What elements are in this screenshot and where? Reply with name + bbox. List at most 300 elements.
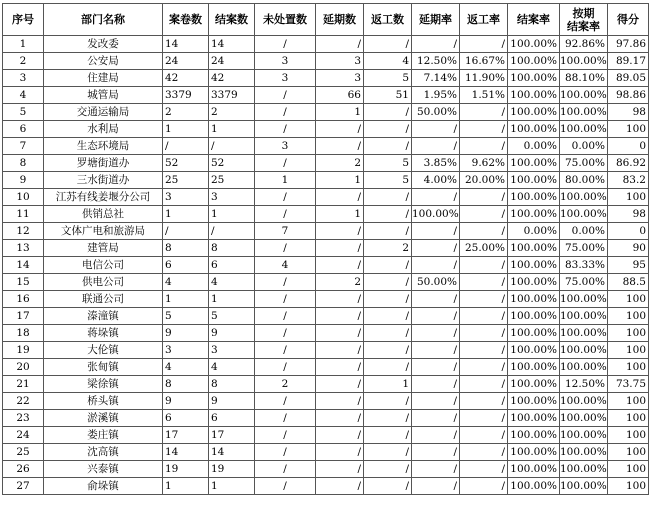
unhandled-cell: / <box>255 189 316 206</box>
department-cell: 罗塘街道办 <box>44 155 163 172</box>
rework-cell: / <box>364 478 412 495</box>
delayed-cell: / <box>316 240 364 257</box>
close-rate-cell: 100.00% <box>508 36 560 53</box>
cases-cell: 1 <box>163 121 209 138</box>
rework-cell: / <box>364 427 412 444</box>
table-row <box>3 189 649 206</box>
delay-rate-cell: / <box>412 308 460 325</box>
close-rate-cell: 100.00% <box>508 257 560 274</box>
rework-cell: 4 <box>364 53 412 70</box>
rework-cell: / <box>364 206 412 223</box>
score-cell: 88.5 <box>608 274 649 291</box>
delay-rate-cell: / <box>412 444 460 461</box>
rework-cell: / <box>364 359 412 376</box>
header-row <box>3 4 649 36</box>
col-rework-header: 返工数 <box>364 4 412 36</box>
index-cell: 5 <box>3 104 44 121</box>
table-row <box>3 172 649 189</box>
rework-rate-cell: / <box>460 359 508 376</box>
ontime-rate-cell: 100.00% <box>560 87 608 104</box>
ontime-rate-cell: 100.00% <box>560 393 608 410</box>
rework-rate-cell: / <box>460 138 508 155</box>
score-cell: 100 <box>608 461 649 478</box>
rework-rate-cell: / <box>460 36 508 53</box>
rework-cell: 2 <box>364 240 412 257</box>
ontime-rate-cell: 100.00% <box>560 53 608 70</box>
table-row <box>3 478 649 495</box>
ontime-rate-cell: 75.00% <box>560 155 608 172</box>
index-cell: 9 <box>3 172 44 189</box>
closed-cell: 9 <box>209 393 255 410</box>
ontime-rate-cell: 75.00% <box>560 274 608 291</box>
close-rate-cell: 100.00% <box>508 444 560 461</box>
col-ontime-rate-header: 按期 结案率 <box>560 4 608 36</box>
index-cell: 12 <box>3 223 44 240</box>
closed-cell: / <box>209 138 255 155</box>
index-cell: 22 <box>3 393 44 410</box>
index-cell: 11 <box>3 206 44 223</box>
closed-cell: 1 <box>209 206 255 223</box>
delay-rate-cell: 4.00% <box>412 172 460 189</box>
ontime-rate-cell: 100.00% <box>560 359 608 376</box>
cases-cell: 14 <box>163 444 209 461</box>
closed-cell: 14 <box>209 36 255 53</box>
cases-cell: 9 <box>163 393 209 410</box>
table-row <box>3 36 649 53</box>
delay-rate-cell: / <box>412 461 460 478</box>
rework-rate-cell: / <box>460 257 508 274</box>
cases-cell: 8 <box>163 240 209 257</box>
close-rate-cell: 100.00% <box>508 104 560 121</box>
index-cell: 4 <box>3 87 44 104</box>
rework-cell: / <box>364 36 412 53</box>
index-cell: 27 <box>3 478 44 495</box>
table-row <box>3 342 649 359</box>
ontime-rate-cell: 83.33% <box>560 257 608 274</box>
rework-rate-cell: / <box>460 325 508 342</box>
close-rate-cell: 100.00% <box>508 240 560 257</box>
score-cell: 100 <box>608 444 649 461</box>
delay-rate-cell: / <box>412 393 460 410</box>
rework-cell: / <box>364 410 412 427</box>
cases-cell: 1 <box>163 206 209 223</box>
table-row <box>3 104 649 121</box>
close-rate-cell: 100.00% <box>508 359 560 376</box>
department-cell: 大伦镇 <box>44 342 163 359</box>
close-rate-cell: 100.00% <box>508 393 560 410</box>
unhandled-cell: 3 <box>255 53 316 70</box>
delay-rate-cell: / <box>412 359 460 376</box>
rework-rate-cell: / <box>460 189 508 206</box>
cases-cell: 8 <box>163 376 209 393</box>
closed-cell: 8 <box>209 240 255 257</box>
unhandled-cell: 7 <box>255 223 316 240</box>
index-cell: 21 <box>3 376 44 393</box>
rework-rate-cell: 16.67% <box>460 53 508 70</box>
delay-rate-cell: / <box>412 427 460 444</box>
delay-rate-cell: / <box>412 138 460 155</box>
rework-rate-cell: 25.00% <box>460 240 508 257</box>
ontime-rate-cell: 100.00% <box>560 189 608 206</box>
delay-rate-cell: / <box>412 36 460 53</box>
delay-rate-cell: / <box>412 291 460 308</box>
unhandled-cell: / <box>255 325 316 342</box>
closed-cell: 42 <box>209 70 255 87</box>
closed-cell: 8 <box>209 376 255 393</box>
score-table <box>2 3 649 495</box>
department-cell: 生态环境局 <box>44 138 163 155</box>
rework-rate-cell: 11.90% <box>460 70 508 87</box>
score-cell: 100 <box>608 189 649 206</box>
cases-cell: 3379 <box>163 87 209 104</box>
table-row <box>3 223 649 240</box>
rework-cell: / <box>364 121 412 138</box>
col-delay-rate-header: 延期率 <box>412 4 460 36</box>
department-cell: 供电公司 <box>44 274 163 291</box>
delay-rate-cell: 12.50% <box>412 53 460 70</box>
score-cell: 100 <box>608 308 649 325</box>
index-cell: 25 <box>3 444 44 461</box>
table-row <box>3 274 649 291</box>
score-cell: 95 <box>608 257 649 274</box>
unhandled-cell: 3 <box>255 138 316 155</box>
rework-rate-cell: / <box>460 393 508 410</box>
closed-cell: 4 <box>209 274 255 291</box>
col-index-header: 序号 <box>3 4 44 36</box>
rework-cell: / <box>364 308 412 325</box>
rework-rate-cell: / <box>460 121 508 138</box>
delay-rate-cell: / <box>412 376 460 393</box>
close-rate-cell: 100.00% <box>508 189 560 206</box>
delayed-cell: / <box>316 393 364 410</box>
closed-cell: 1 <box>209 121 255 138</box>
delayed-cell: 2 <box>316 155 364 172</box>
index-cell: 24 <box>3 427 44 444</box>
unhandled-cell: / <box>255 359 316 376</box>
delayed-cell: 1 <box>316 104 364 121</box>
cases-cell: 3 <box>163 342 209 359</box>
score-cell: 100 <box>608 359 649 376</box>
rework-rate-cell: / <box>460 376 508 393</box>
rework-rate-cell: / <box>460 223 508 240</box>
department-cell: 沈高镇 <box>44 444 163 461</box>
department-cell: 溱潼镇 <box>44 308 163 325</box>
delay-rate-cell: / <box>412 478 460 495</box>
col-closed-header: 结案数 <box>209 4 255 36</box>
cases-cell: 2 <box>163 104 209 121</box>
table-row <box>3 444 649 461</box>
delayed-cell: / <box>316 138 364 155</box>
col-cases-header: 案卷数 <box>163 4 209 36</box>
delayed-cell: / <box>316 478 364 495</box>
table-row <box>3 121 649 138</box>
score-cell: 98 <box>608 206 649 223</box>
rework-cell: / <box>364 257 412 274</box>
unhandled-cell: / <box>255 393 316 410</box>
unhandled-cell: / <box>255 478 316 495</box>
closed-cell: 24 <box>209 53 255 70</box>
close-rate-cell: 100.00% <box>508 461 560 478</box>
delay-rate-cell: / <box>412 223 460 240</box>
rework-rate-cell: / <box>460 206 508 223</box>
closed-cell: 9 <box>209 325 255 342</box>
rework-cell: 5 <box>364 155 412 172</box>
unhandled-cell: / <box>255 461 316 478</box>
cases-cell: 6 <box>163 410 209 427</box>
ontime-rate-cell: 100.00% <box>560 104 608 121</box>
table-row <box>3 393 649 410</box>
score-cell: 100 <box>608 478 649 495</box>
delay-rate-cell: 50.00% <box>412 104 460 121</box>
department-cell: 交通运输局 <box>44 104 163 121</box>
score-cell: 100 <box>608 427 649 444</box>
ontime-rate-cell: 88.10% <box>560 70 608 87</box>
delay-rate-cell: / <box>412 240 460 257</box>
score-cell: 89.05 <box>608 70 649 87</box>
score-cell: 0 <box>608 138 649 155</box>
delayed-cell: / <box>316 359 364 376</box>
rework-cell: 5 <box>364 172 412 189</box>
rework-cell: 1 <box>364 376 412 393</box>
close-rate-cell: 100.00% <box>508 376 560 393</box>
score-cell: 100 <box>608 291 649 308</box>
closed-cell: 6 <box>209 257 255 274</box>
table-row <box>3 87 649 104</box>
rework-cell: / <box>364 444 412 461</box>
table-row <box>3 376 649 393</box>
cases-cell: 4 <box>163 359 209 376</box>
department-cell: 梁徐镇 <box>44 376 163 393</box>
department-cell: 城管局 <box>44 87 163 104</box>
score-cell: 100 <box>608 410 649 427</box>
cases-cell: 42 <box>163 70 209 87</box>
table-row <box>3 70 649 87</box>
cases-cell: 1 <box>163 478 209 495</box>
delayed-cell: / <box>316 308 364 325</box>
score-cell: 100 <box>608 342 649 359</box>
rework-rate-cell: / <box>460 444 508 461</box>
ontime-rate-cell: 0.00% <box>560 138 608 155</box>
rework-rate-cell: 9.62% <box>460 155 508 172</box>
rework-cell: / <box>364 223 412 240</box>
ontime-rate-cell: 100.00% <box>560 291 608 308</box>
department-cell: 俞垛镇 <box>44 478 163 495</box>
table-row <box>3 427 649 444</box>
closed-cell: 14 <box>209 444 255 461</box>
rework-cell: 5 <box>364 70 412 87</box>
ontime-rate-cell: 100.00% <box>560 461 608 478</box>
index-cell: 13 <box>3 240 44 257</box>
department-cell: 张甸镇 <box>44 359 163 376</box>
unhandled-cell: / <box>255 410 316 427</box>
index-cell: 23 <box>3 410 44 427</box>
department-cell: 娄庄镇 <box>44 427 163 444</box>
index-cell: 18 <box>3 325 44 342</box>
cases-cell: 19 <box>163 461 209 478</box>
table-row <box>3 206 649 223</box>
index-cell: 14 <box>3 257 44 274</box>
index-cell: 6 <box>3 121 44 138</box>
unhandled-cell: / <box>255 240 316 257</box>
close-rate-cell: 0.00% <box>508 138 560 155</box>
score-cell: 90 <box>608 240 649 257</box>
table-row <box>3 291 649 308</box>
ontime-rate-cell: 100.00% <box>560 121 608 138</box>
table-row <box>3 410 649 427</box>
unhandled-cell: / <box>255 342 316 359</box>
cases-cell: 25 <box>163 172 209 189</box>
index-cell: 7 <box>3 138 44 155</box>
rework-rate-cell: / <box>460 308 508 325</box>
close-rate-cell: 100.00% <box>508 291 560 308</box>
delayed-cell: / <box>316 223 364 240</box>
unhandled-cell: / <box>255 427 316 444</box>
closed-cell: 1 <box>209 478 255 495</box>
delayed-cell: 3 <box>316 70 364 87</box>
rework-rate-cell: / <box>460 104 508 121</box>
index-cell: 19 <box>3 342 44 359</box>
rework-rate-cell: / <box>460 274 508 291</box>
ontime-rate-cell: 12.50% <box>560 376 608 393</box>
delay-rate-cell: 50.00% <box>412 274 460 291</box>
cases-cell: 3 <box>163 189 209 206</box>
table-body <box>3 36 649 495</box>
unhandled-cell: / <box>255 444 316 461</box>
col-score-header: 得分 <box>608 4 649 36</box>
score-cell: 97.86 <box>608 36 649 53</box>
ontime-rate-cell: 80.00% <box>560 172 608 189</box>
index-cell: 16 <box>3 291 44 308</box>
col-department-header: 部门名称 <box>44 4 163 36</box>
rework-cell: 51 <box>364 87 412 104</box>
delayed-cell: / <box>316 461 364 478</box>
delayed-cell: 3 <box>316 53 364 70</box>
closed-cell: 4 <box>209 359 255 376</box>
closed-cell: 3 <box>209 189 255 206</box>
closed-cell: 2 <box>209 104 255 121</box>
delay-rate-cell: / <box>412 121 460 138</box>
rework-cell: / <box>364 189 412 206</box>
ontime-rate-cell: 100.00% <box>560 478 608 495</box>
cases-cell: 5 <box>163 308 209 325</box>
col-rework-rate-header: 返工率 <box>460 4 508 36</box>
ontime-rate-cell: 100.00% <box>560 410 608 427</box>
delay-rate-cell: / <box>412 410 460 427</box>
unhandled-cell: 2 <box>255 376 316 393</box>
rework-rate-cell: / <box>460 478 508 495</box>
unhandled-cell: 3 <box>255 70 316 87</box>
index-cell: 3 <box>3 70 44 87</box>
table-row <box>3 359 649 376</box>
cases-cell: 14 <box>163 36 209 53</box>
closed-cell: 17 <box>209 427 255 444</box>
rework-cell: / <box>364 393 412 410</box>
department-cell: 江苏有线姜堰分公司 <box>44 189 163 206</box>
unhandled-cell: / <box>255 155 316 172</box>
ontime-rate-cell: 0.00% <box>560 223 608 240</box>
department-cell: 建管局 <box>44 240 163 257</box>
department-cell: 水利局 <box>44 121 163 138</box>
col-delayed-header: 延期数 <box>316 4 364 36</box>
ontime-rate-cell: 100.00% <box>560 342 608 359</box>
score-cell: 100 <box>608 325 649 342</box>
unhandled-cell: / <box>255 104 316 121</box>
delayed-cell: / <box>316 410 364 427</box>
delayed-cell: / <box>316 257 364 274</box>
close-rate-cell: 100.00% <box>508 70 560 87</box>
delayed-cell: / <box>316 189 364 206</box>
close-rate-cell: 100.00% <box>508 121 560 138</box>
score-cell: 100 <box>608 121 649 138</box>
close-rate-cell: 100.00% <box>508 427 560 444</box>
rework-rate-cell: 20.00% <box>460 172 508 189</box>
delayed-cell: / <box>316 291 364 308</box>
cases-cell: / <box>163 223 209 240</box>
index-cell: 17 <box>3 308 44 325</box>
table-row <box>3 240 649 257</box>
closed-cell: 3379 <box>209 87 255 104</box>
rework-cell: / <box>364 342 412 359</box>
delayed-cell: 66 <box>316 87 364 104</box>
table-row <box>3 461 649 478</box>
cases-cell: 52 <box>163 155 209 172</box>
score-cell: 89.17 <box>608 53 649 70</box>
ontime-rate-cell: 100.00% <box>560 444 608 461</box>
score-cell: 98 <box>608 104 649 121</box>
department-cell: 文体广电和旅游局 <box>44 223 163 240</box>
delayed-cell: / <box>316 342 364 359</box>
closed-cell: 52 <box>209 155 255 172</box>
close-rate-cell: 100.00% <box>508 87 560 104</box>
ontime-rate-cell: 92.86% <box>560 36 608 53</box>
score-cell: 73.75 <box>608 376 649 393</box>
index-cell: 2 <box>3 53 44 70</box>
col-close-rate-header: 结案率 <box>508 4 560 36</box>
rework-cell: / <box>364 461 412 478</box>
cases-cell: / <box>163 138 209 155</box>
ontime-rate-cell: 100.00% <box>560 427 608 444</box>
closed-cell: 25 <box>209 172 255 189</box>
rework-rate-cell: / <box>460 410 508 427</box>
delay-rate-cell: / <box>412 325 460 342</box>
rework-cell: / <box>364 274 412 291</box>
score-cell: 0 <box>608 223 649 240</box>
delayed-cell: / <box>316 36 364 53</box>
delayed-cell: 1 <box>316 172 364 189</box>
rework-cell: / <box>364 325 412 342</box>
rework-cell: / <box>364 291 412 308</box>
ontime-rate-cell: 100.00% <box>560 308 608 325</box>
close-rate-cell: 100.00% <box>508 274 560 291</box>
cases-cell: 6 <box>163 257 209 274</box>
ontime-rate-cell: 75.00% <box>560 240 608 257</box>
closed-cell: 3 <box>209 342 255 359</box>
cases-cell: 4 <box>163 274 209 291</box>
rework-rate-cell: 1.51% <box>460 87 508 104</box>
department-cell: 淤溪镇 <box>44 410 163 427</box>
department-cell: 供销总社 <box>44 206 163 223</box>
department-cell: 公安局 <box>44 53 163 70</box>
closed-cell: 6 <box>209 410 255 427</box>
ontime-rate-cell: 100.00% <box>560 325 608 342</box>
table-row <box>3 155 649 172</box>
unhandled-cell: / <box>255 308 316 325</box>
closed-cell: / <box>209 223 255 240</box>
close-rate-cell: 100.00% <box>508 172 560 189</box>
delay-rate-cell: 1.95% <box>412 87 460 104</box>
cases-cell: 17 <box>163 427 209 444</box>
rework-rate-cell: / <box>460 342 508 359</box>
